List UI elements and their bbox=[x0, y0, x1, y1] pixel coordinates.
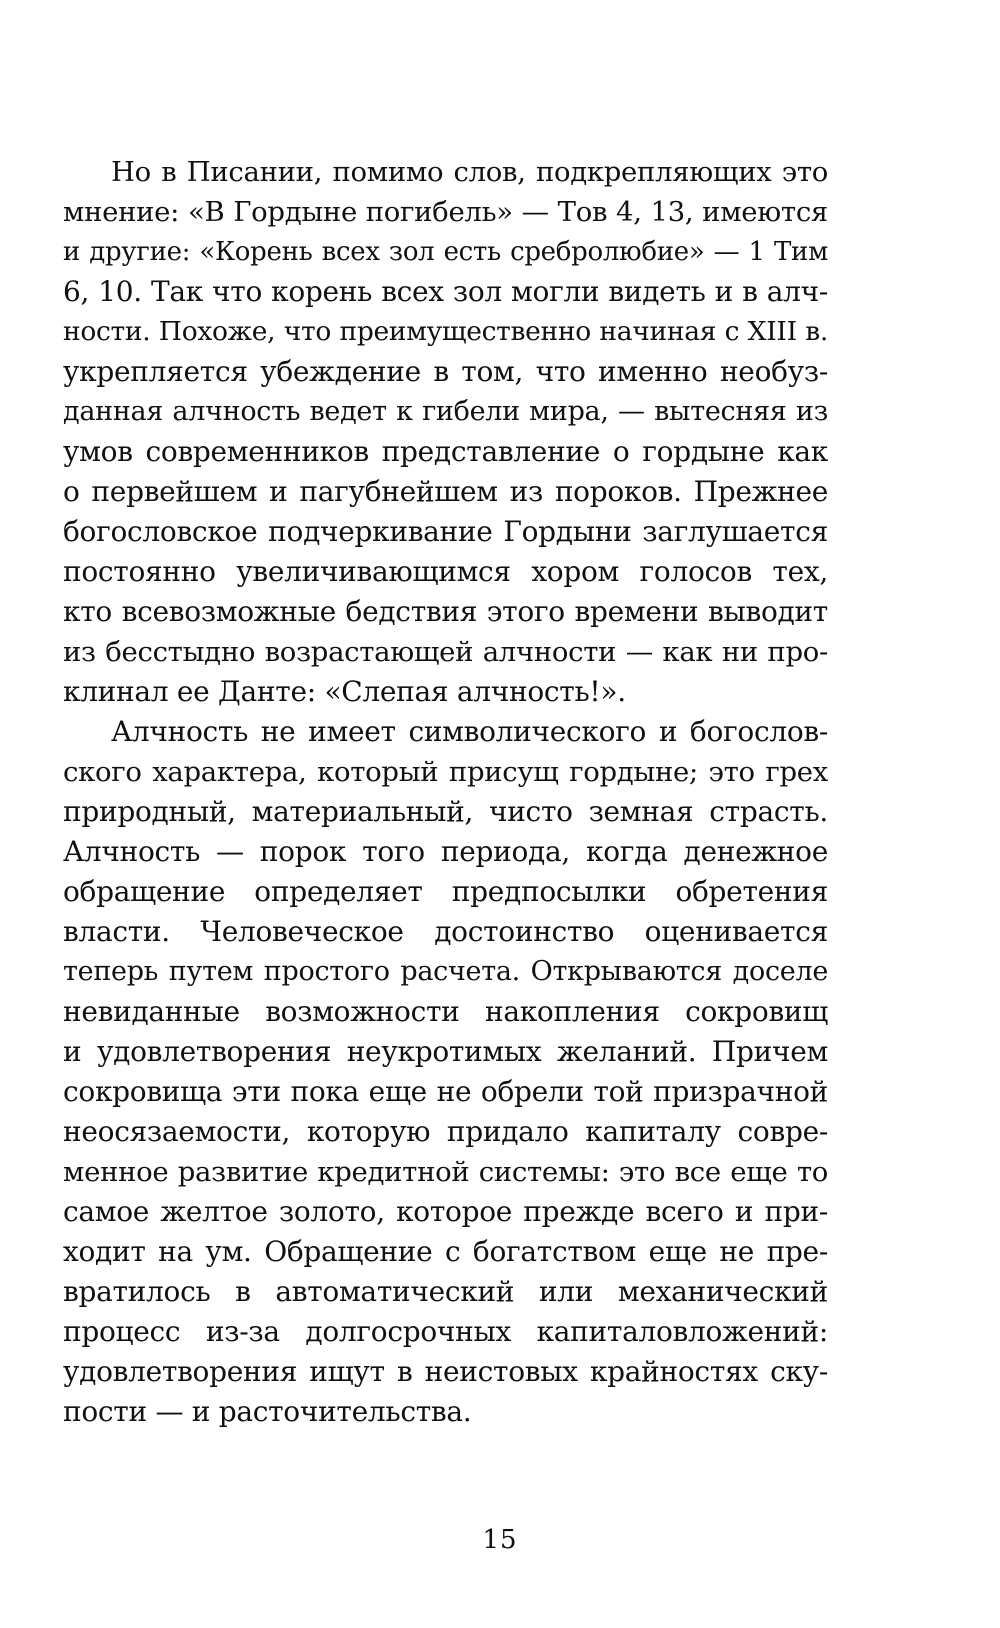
text-line: теперь путем простого расчета. Открываются доселе bbox=[63, 956, 828, 987]
text-line: Но в Писании, помимо слов, подкрепляющих это bbox=[111, 156, 828, 188]
text-line: власти. Человеческое достоинство оценивается bbox=[63, 915, 828, 948]
text-line: ности. Похоже, что преимущественно начиная с XIII в. bbox=[63, 316, 828, 347]
text-line: ского характера, который присущ гордыне; это грех bbox=[63, 756, 828, 788]
text-line: и другие: «Корень всех зол есть сребролюбие» — 1 Тим bbox=[63, 237, 828, 267]
text-line: умов современников представление о гордыне как bbox=[63, 435, 828, 468]
text-line: природный, материальный, чисто земная страсть. bbox=[63, 795, 828, 828]
text-line: богословское подчеркивание Гордыни заглушается bbox=[63, 515, 828, 548]
text-line: и удовлетворения неукротимых желаний. Причем bbox=[63, 1035, 828, 1068]
text-line: мнение: «В Гордыне погибель» — Тов 4, 13, имеются bbox=[63, 196, 828, 228]
text-line: сокровища эти пока еще не обрели той призрачной bbox=[63, 1075, 828, 1108]
text-line: удовлетворения ищут в неистовых крайностях ску- bbox=[63, 1355, 828, 1388]
body-text bbox=[63, 152, 828, 1432]
text-line: ходит на ум. Обращение с богатством еще не пре- bbox=[63, 1235, 828, 1268]
paragraph-2 bbox=[63, 712, 828, 1432]
page-number: 15 bbox=[482, 1525, 518, 1555]
text-line: данная алчность ведет к гибели мира, — вытесняя из bbox=[63, 396, 828, 427]
text-line: из бесстыдно возрастающей алчности — как ни про- bbox=[63, 636, 828, 668]
text-line: Алчность — порок того периода, когда денежное bbox=[63, 835, 828, 868]
text-line: самое желтое золото, которое прежде всего и при- bbox=[63, 1195, 828, 1228]
text-line: укрепляется убеждение в том, что именно необуз- bbox=[63, 355, 828, 388]
text-line: пости — и расточительства. bbox=[63, 1395, 472, 1428]
text-line: неосязаемости, которую придало капиталу совре- bbox=[63, 1115, 828, 1148]
text-line: о первейшем и пагубнейшем из пороков. Прежнее bbox=[63, 475, 828, 508]
text-line: менное развитие кредитной системы: это все еще то bbox=[63, 1156, 828, 1188]
text-line: Алчность не имеет символического и богослов- bbox=[111, 715, 828, 748]
paragraph-1 bbox=[63, 152, 828, 712]
text-line: 6, 10. Так что корень всех зол могли видеть и в алч- bbox=[63, 275, 828, 308]
text-line: кто всевозможные бедствия этого времени выводит bbox=[63, 595, 828, 628]
text-line: клинал ее Данте: «Слепая алчность!». bbox=[63, 675, 626, 708]
text-line: невиданные возможности накопления сокровищ bbox=[63, 995, 828, 1028]
text-line: постоянно увеличивающимся хором голосов тех, bbox=[63, 555, 828, 588]
text-line: обращение определяет предпосылки обретения bbox=[63, 875, 828, 908]
text-line: вратилось в автоматический или механический bbox=[63, 1275, 828, 1308]
text-line: процесс из-за долгосрочных капиталовложений: bbox=[63, 1315, 828, 1348]
